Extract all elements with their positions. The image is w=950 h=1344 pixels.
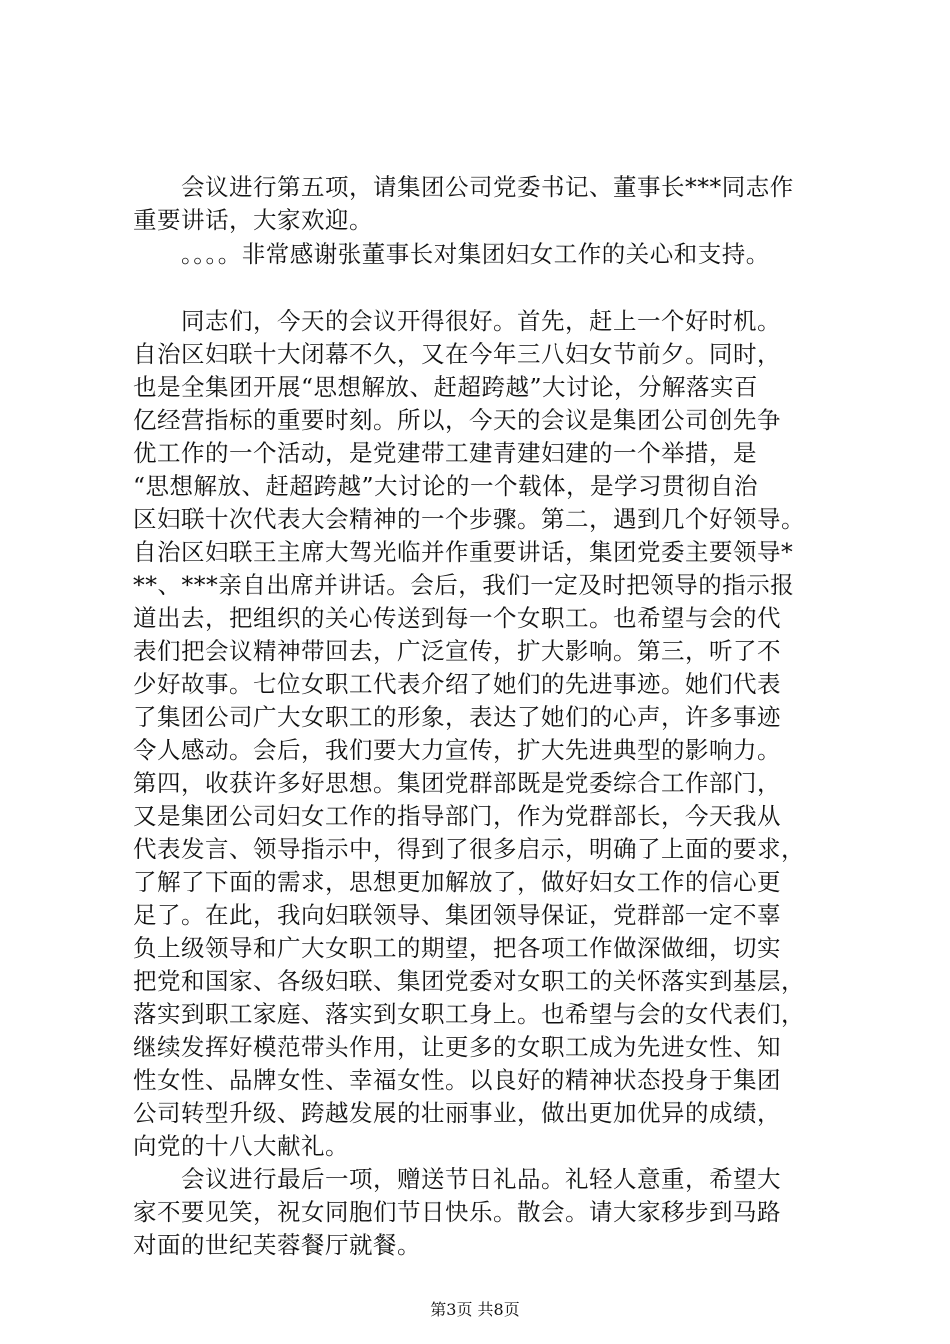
text-line: 对面的世纪芙蓉餐厅就餐。 bbox=[133, 1231, 421, 1259]
text-line: 自治区妇联王主席大驾光临并作重要讲话，集团党委主要领导* bbox=[133, 538, 794, 566]
text-line: 区妇联十次代表大会精神的一个步骤。第二，遇到几个好领导。 bbox=[133, 505, 805, 533]
text-line: 令人感动。会后，我们要大力宣传，扩大先进典型的影响力。 bbox=[133, 736, 781, 764]
text-line: 代表发言、领导指示中，得到了很多启示，明确了上面的要求， bbox=[133, 835, 805, 863]
text-line: 重要讲话，大家欢迎。 bbox=[133, 206, 373, 234]
text-line: 足了。在此，我向妇联领导、集团领导保证，党群部一定不辜 bbox=[133, 901, 781, 929]
text-line: 会议进行最后一项，赠送节日礼品。礼轻人意重，希望大 bbox=[133, 1165, 781, 1193]
text-line: 道出去，把组织的关心传送到每一个女职工。也希望与会的代 bbox=[133, 604, 781, 632]
text-line: 。。。。非常感谢张董事长对集团妇女工作的关心和支持。 bbox=[133, 240, 770, 268]
text-line: 亿经营指标的重要时刻。所以，今天的会议是集团公司创先争 bbox=[133, 406, 781, 434]
text-line: 性女性、品牌女性、幸福女性。以良好的精神状态投身于集团 bbox=[133, 1066, 781, 1094]
text-line: 会议进行第五项，请集团公司党委书记、董事长***同志作 bbox=[133, 173, 794, 201]
text-line: 表们把会议精神带回去，广泛宣传，扩大影响。第三，听了不 bbox=[133, 637, 781, 665]
text-line: 继续发挥好模范带头作用，让更多的女职工成为先进女性、知 bbox=[133, 1033, 781, 1061]
page-footer: 第3页 共8页 bbox=[430, 1300, 520, 1319]
text-line: 自治区妇联十大闭幕不久，又在今年三八妇女节前夕。同时， bbox=[133, 340, 781, 368]
text-line: 家不要见笑，祝女同胞们节日快乐。散会。请大家移步到马路 bbox=[133, 1198, 781, 1226]
text-line: 向党的十八大献礼。 bbox=[133, 1132, 349, 1160]
text-line: 同志们，今天的会议开得很好。首先，赶上一个好时机。 bbox=[133, 307, 781, 335]
text-line: 了集团公司广大女职工的形象，表达了她们的心声，许多事迹 bbox=[133, 703, 781, 731]
text-line: 少好故事。七位女职工代表介绍了她们的先进事迹。她们代表 bbox=[133, 670, 781, 698]
text-line: 第四，收获许多好思想。集团党群部既是党委综合工作部门， bbox=[133, 769, 781, 797]
text-line: 优工作的一个活动，是党建带工建青建妇建的一个举措，是 bbox=[133, 439, 757, 467]
text-line: 了解了下面的需求，思想更加解放了，做好妇女工作的信心更 bbox=[133, 868, 781, 896]
text-line: 又是集团公司妇女工作的指导部门，作为党群部长，今天我从 bbox=[133, 802, 781, 830]
text-line: 负上级领导和广大女职工的期望，把各项工作做深做细，切实 bbox=[133, 934, 781, 962]
text-line: 公司转型升级、跨越发展的壮丽事业，做出更加优异的成绩， bbox=[133, 1099, 781, 1127]
text-line: “思想解放、赶超跨越”大讨论的一个载体，是学习贯彻自治 bbox=[133, 472, 759, 500]
text-line: 也是全集团开展“思想解放、赶超跨越”大讨论，分解落实百 bbox=[133, 373, 759, 401]
text-line: 落实到职工家庭、落实到女职工身上。也希望与会的女代表们， bbox=[133, 1000, 805, 1028]
text-line: **、***亲自出席并讲话。会后，我们一定及时把领导的指示报 bbox=[133, 571, 795, 599]
text-line: 把党和国家、各级妇联、集团党委对女职工的关怀落实到基层， bbox=[133, 967, 805, 995]
